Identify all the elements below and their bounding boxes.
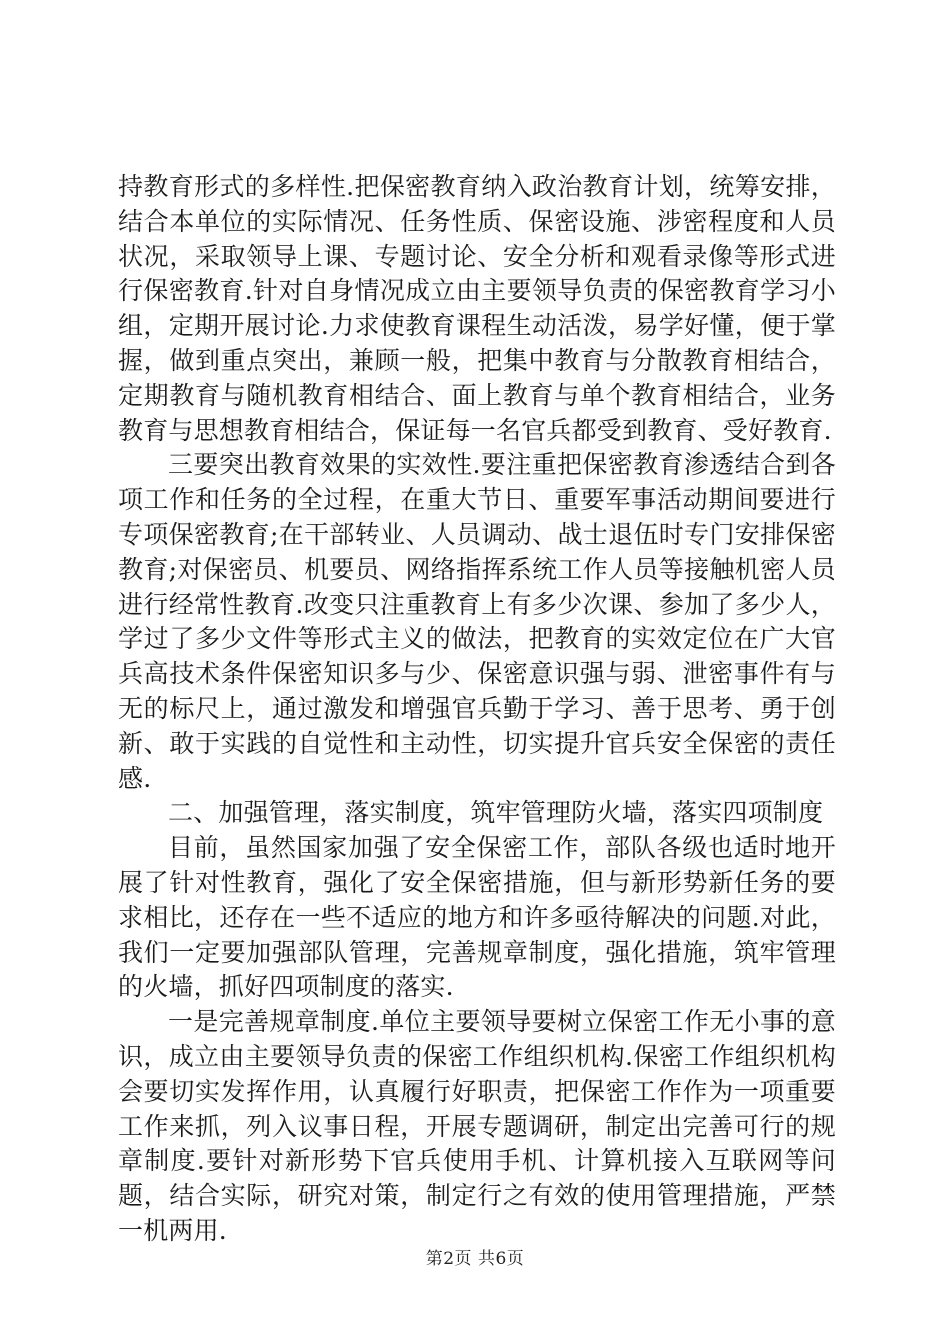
paragraph-continued: 持教育形式的多样性.把保密教育纳入政治教育计划，统筹安排，结合本单位的实际情况、任务性质、保密设施、涉密程度和人员状况，采取领导上课、专题讨论、安全分析和观看录像等形式进行保密教育.针对自身情况成立由主要领导负责的保密教育学习小组，定期开展讨论.力求使教育课程生动活泼，易学好懂，便于掌握，做到重点突出，兼顾一般，把集中教育与分散教育相结合，定期教育与随机教育相结合、面上教育与单个教育相结合，业务教育与思想教育相结合，保证每一名官兵都受到教育、受好教育.: [118, 172, 836, 445]
section-heading: 二、加强管理，落实制度，筑牢管理防火墙，落实四项制度: [168, 798, 824, 828]
document-body: [118, 170, 836, 1249]
paragraph: 目前，虽然国家加强了安全保密工作，部队各级也适时地开展了针对性教育，强化了安全保密措施，但与新形势新任务的要求相比，还存在一些不适应的地方和许多亟待解决的问题.对此，我们一定要加强部队管理，完善规章制度，强化措施，筑牢管理的火墙，抓好四项制度的落实.: [118, 833, 836, 1002]
paragraph: 三要突出教育效果的实效性.要注重把保密教育渗透结合到各项工作和任务的全过程，在重大节日、重要军事活动期间要进行专项保密教育;在干部转业、人员调动、战士退伍时专门安排保密教育;对保密员、机要员、网络指挥系统工作人员等接触机密人员进行经常性教育.改变只注重教育上有多少次课、参加了多少人，学过了多少文件等形式主义的做法，把教育的实效定位在广大官兵高技术条件保密知识多与少、保密意识强与弱、泄密事件有与无的标尺上，通过激发和增强官兵勤于学习、善于思考、勇于创新、敢于实践的自觉性和主动性，切实提升官兵安全保密的责任感.: [118, 450, 836, 793]
paragraph: 一是完善规章制度.单位主要领导要树立保密工作无小事的意识，成立由主要领导负责的保密工作组织机构.保密工作组织机构会要切实发挥作用，认真履行好职责，把保密工作作为一项重要工作来抓，列入议事日程，开展专题调研，制定出完善可行的规章制度.要针对新形势下官兵使用手机、计算机接入互联网等问题，结合实际，研究对策，制定行之有效的使用管理措施，严禁一机两用.: [118, 1007, 836, 1245]
page-number-footer: 第2页 共6页: [425, 1249, 525, 1269]
